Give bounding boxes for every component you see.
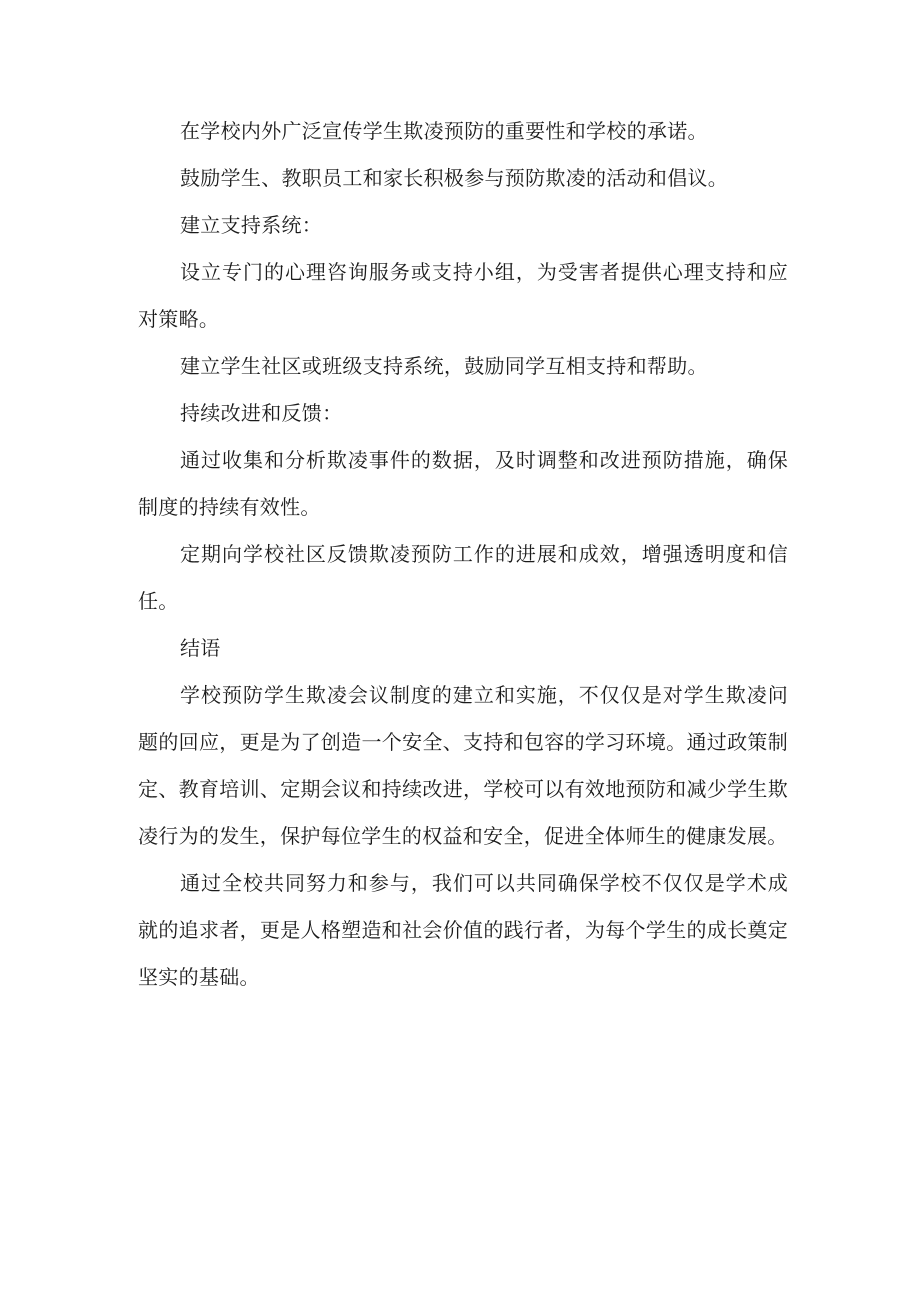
paragraph-data-analysis: 通过收集和分析欺凌事件的数据，及时调整和改进预防措施，确保制度的持续有效性。 <box>138 448 788 519</box>
paragraph-encourage-participation: 鼓励学生、教职员工和家长积极参与预防欺凌的活动和倡议。 <box>180 166 729 190</box>
paragraph-conclusion-closing: 通过全校共同努力和参与，我们可以共同确保学校不仅仅是学术成就的追求者，更是人格塑造和社会价值的践行者，为每个学生的成长奠定坚实的基础。 <box>138 871 788 989</box>
paragraph-publicity: 在学校内外广泛宣传学生欺凌预防的重要性和学校的承诺。 <box>180 119 708 143</box>
document-page <box>138 108 788 1001</box>
paragraph-conclusion-summary: 学校预防学生欺凌会议制度的建立和实施，不仅仅是对学生欺凌问题的回应，更是为了创造一个安全、支持和包容的学习环境。通过政策制定、教育培训、定期会议和持续改进，学校可以有效地预防和减少学生欺凌行为的发生，保护每位学生的权益和安全，促进全体师生的健康发展。 <box>138 683 788 848</box>
paragraph-community-feedback: 定期向学校社区反馈欺凌预防工作的进展和成效，增强透明度和信任。 <box>138 542 788 613</box>
section-heading-improvement-feedback: 持续改进和反馈： <box>180 401 343 425</box>
paragraph-peer-support: 建立学生社区或班级支持系统，鼓励同学互相支持和帮助。 <box>180 354 708 378</box>
paragraph-counseling-service: 设立专门的心理咨询服务或支持小组，为受害者提供心理支持和应对策略。 <box>138 260 788 331</box>
section-heading-conclusion: 结语 <box>180 636 221 660</box>
section-heading-support-system: 建立支持系统： <box>180 213 323 237</box>
